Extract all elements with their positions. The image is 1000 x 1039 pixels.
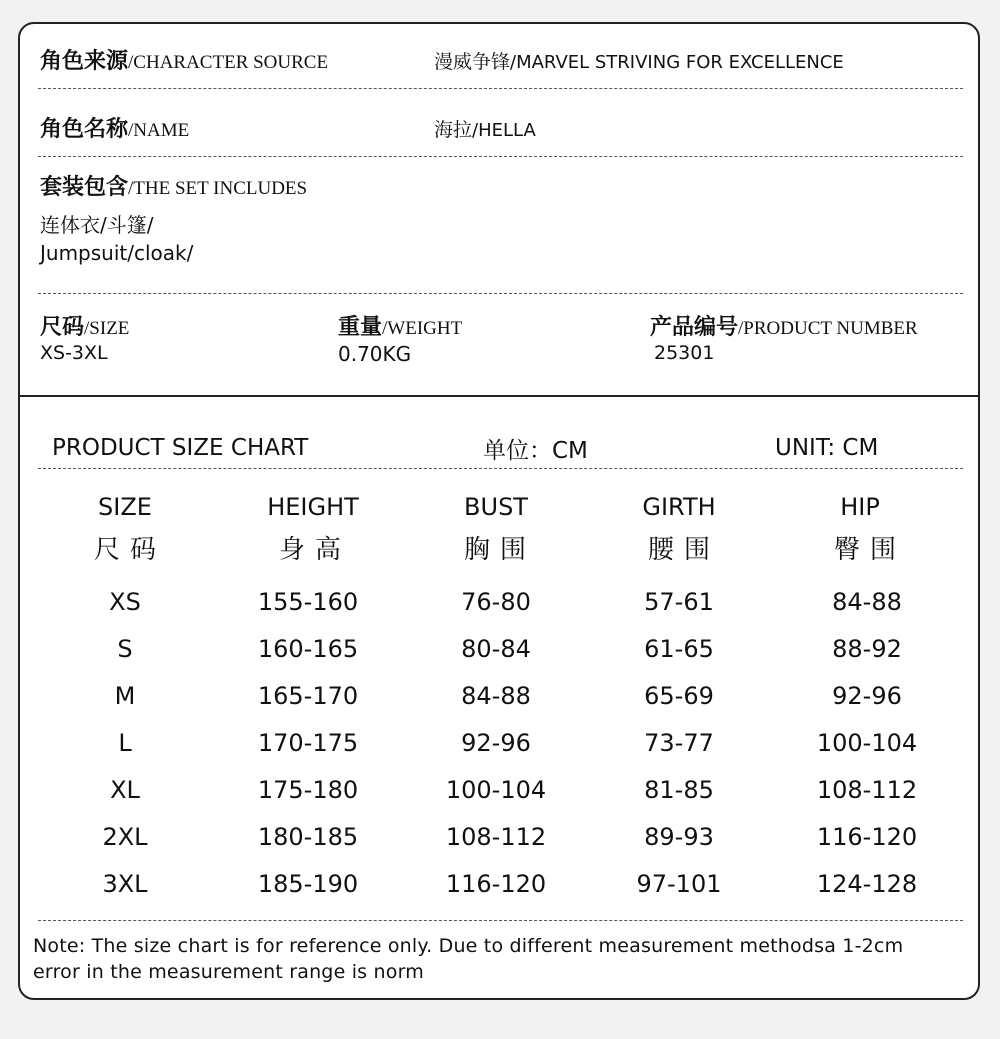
table-cell: S — [117, 635, 133, 663]
column-header-hip-cn: 臀围 — [833, 535, 906, 565]
size-label — [40, 310, 129, 341]
table-cell: XS — [109, 588, 141, 616]
table-cell: 170-175 — [257, 729, 359, 757]
note-line-2: error in the measurement range is norm — [33, 961, 424, 983]
table-cell: 84-88 — [832, 588, 902, 616]
table-cell: 116-120 — [816, 823, 918, 851]
weight-value: 0.70KG — [338, 342, 412, 366]
table-cell: 155-160 — [257, 588, 359, 616]
column-header-bust-cn: 胸围 — [463, 535, 536, 565]
table-cell: 57-61 — [644, 588, 714, 616]
divider — [38, 468, 963, 469]
set-includes-line-cn: 连体衣/斗篷/ — [40, 213, 154, 237]
table-cell: 185-190 — [257, 870, 359, 898]
name-value-en: /HELLA — [472, 120, 536, 141]
table-cell: 2XL — [102, 823, 148, 851]
table-cell: 84-88 — [461, 682, 531, 710]
table-cell: M — [114, 682, 136, 710]
table-cell: 65-69 — [644, 682, 714, 710]
table-cell: 97-101 — [636, 870, 722, 898]
product-number-label — [650, 310, 918, 341]
character-source-value — [434, 47, 844, 74]
size-value: XS-3XL — [40, 342, 108, 364]
name-value-cn: 海拉 — [434, 119, 473, 141]
size-label-cn: 尺码 — [40, 314, 85, 340]
table-cell: L — [118, 729, 132, 757]
table-cell: 175-180 — [257, 776, 359, 804]
note-line-1: Note: The size chart is for reference only. Due to different measurement methodsa 1-2cm — [33, 935, 904, 957]
size-label-en: /SIZE — [84, 318, 130, 339]
table-cell: 89-93 — [644, 823, 714, 851]
column-header-size-cn: 尺码 — [93, 535, 166, 565]
name-value — [434, 115, 536, 142]
column-header-bust: BUST — [464, 493, 528, 521]
product-number-value: 25301 — [654, 342, 715, 364]
divider — [38, 920, 963, 921]
divider — [38, 293, 963, 294]
set-includes-line-en: Jumpsuit/cloak/ — [40, 241, 194, 265]
column-header-girth: GIRTH — [642, 493, 716, 521]
character-source-label-en: /CHARACTER SOURCE — [128, 52, 329, 73]
name-label-en: /NAME — [128, 120, 190, 141]
character-source-value-en: /MARVEL STRIVING FOR EXCELLENCE — [510, 52, 844, 73]
set-includes-label-cn: 套装包含 — [40, 174, 129, 200]
table-cell: 92-96 — [461, 729, 531, 757]
table-cell: 108-112 — [445, 823, 547, 851]
weight-label-cn: 重量 — [338, 314, 383, 340]
column-header-height: HEIGHT — [267, 493, 359, 521]
character-source-label — [40, 44, 328, 75]
set-includes-label-en: /THE SET INCLUDES — [128, 178, 308, 199]
character-source-value-cn: 漫威争锋 — [434, 51, 511, 73]
table-cell: 3XL — [102, 870, 148, 898]
table-cell: XL — [110, 776, 140, 804]
table-cell: 124-128 — [816, 870, 918, 898]
column-header-height-cn: 身高 — [278, 535, 351, 565]
product-number-label-cn: 产品编号 — [650, 314, 739, 340]
column-header-girth-cn: 腰围 — [647, 535, 720, 565]
table-cell: 92-96 — [832, 682, 902, 710]
table-cell: 165-170 — [257, 682, 359, 710]
set-includes-label — [40, 170, 307, 201]
table-cell: 108-112 — [816, 776, 918, 804]
table-cell: 76-80 — [461, 588, 531, 616]
column-header-hip: HIP — [840, 493, 880, 521]
name-label — [40, 112, 189, 143]
table-cell: 81-85 — [644, 776, 714, 804]
weight-label — [338, 310, 462, 341]
table-cell: 160-165 — [257, 635, 359, 663]
table-cell: 180-185 — [257, 823, 359, 851]
table-cell: 73-77 — [644, 729, 714, 757]
size-chart-title: PRODUCT SIZE CHART — [52, 435, 309, 461]
weight-label-en: /WEIGHT — [382, 318, 463, 339]
character-source-label-cn: 角色来源 — [40, 48, 129, 74]
table-cell: 88-92 — [832, 635, 902, 663]
divider — [38, 88, 963, 89]
unit-en: UNIT: CM — [775, 435, 879, 461]
table-cell: 100-104 — [445, 776, 547, 804]
table-cell: 61-65 — [644, 635, 714, 663]
section-separator — [18, 395, 980, 397]
product-number-label-en: /PRODUCT NUMBER — [738, 318, 918, 339]
divider — [38, 156, 963, 157]
table-cell: 100-104 — [816, 729, 918, 757]
table-cell: 80-84 — [461, 635, 531, 663]
unit-cn: 单位：CM — [483, 438, 588, 464]
column-header-size: SIZE — [98, 493, 152, 521]
table-cell: 116-120 — [445, 870, 547, 898]
name-label-cn: 角色名称 — [40, 116, 129, 142]
